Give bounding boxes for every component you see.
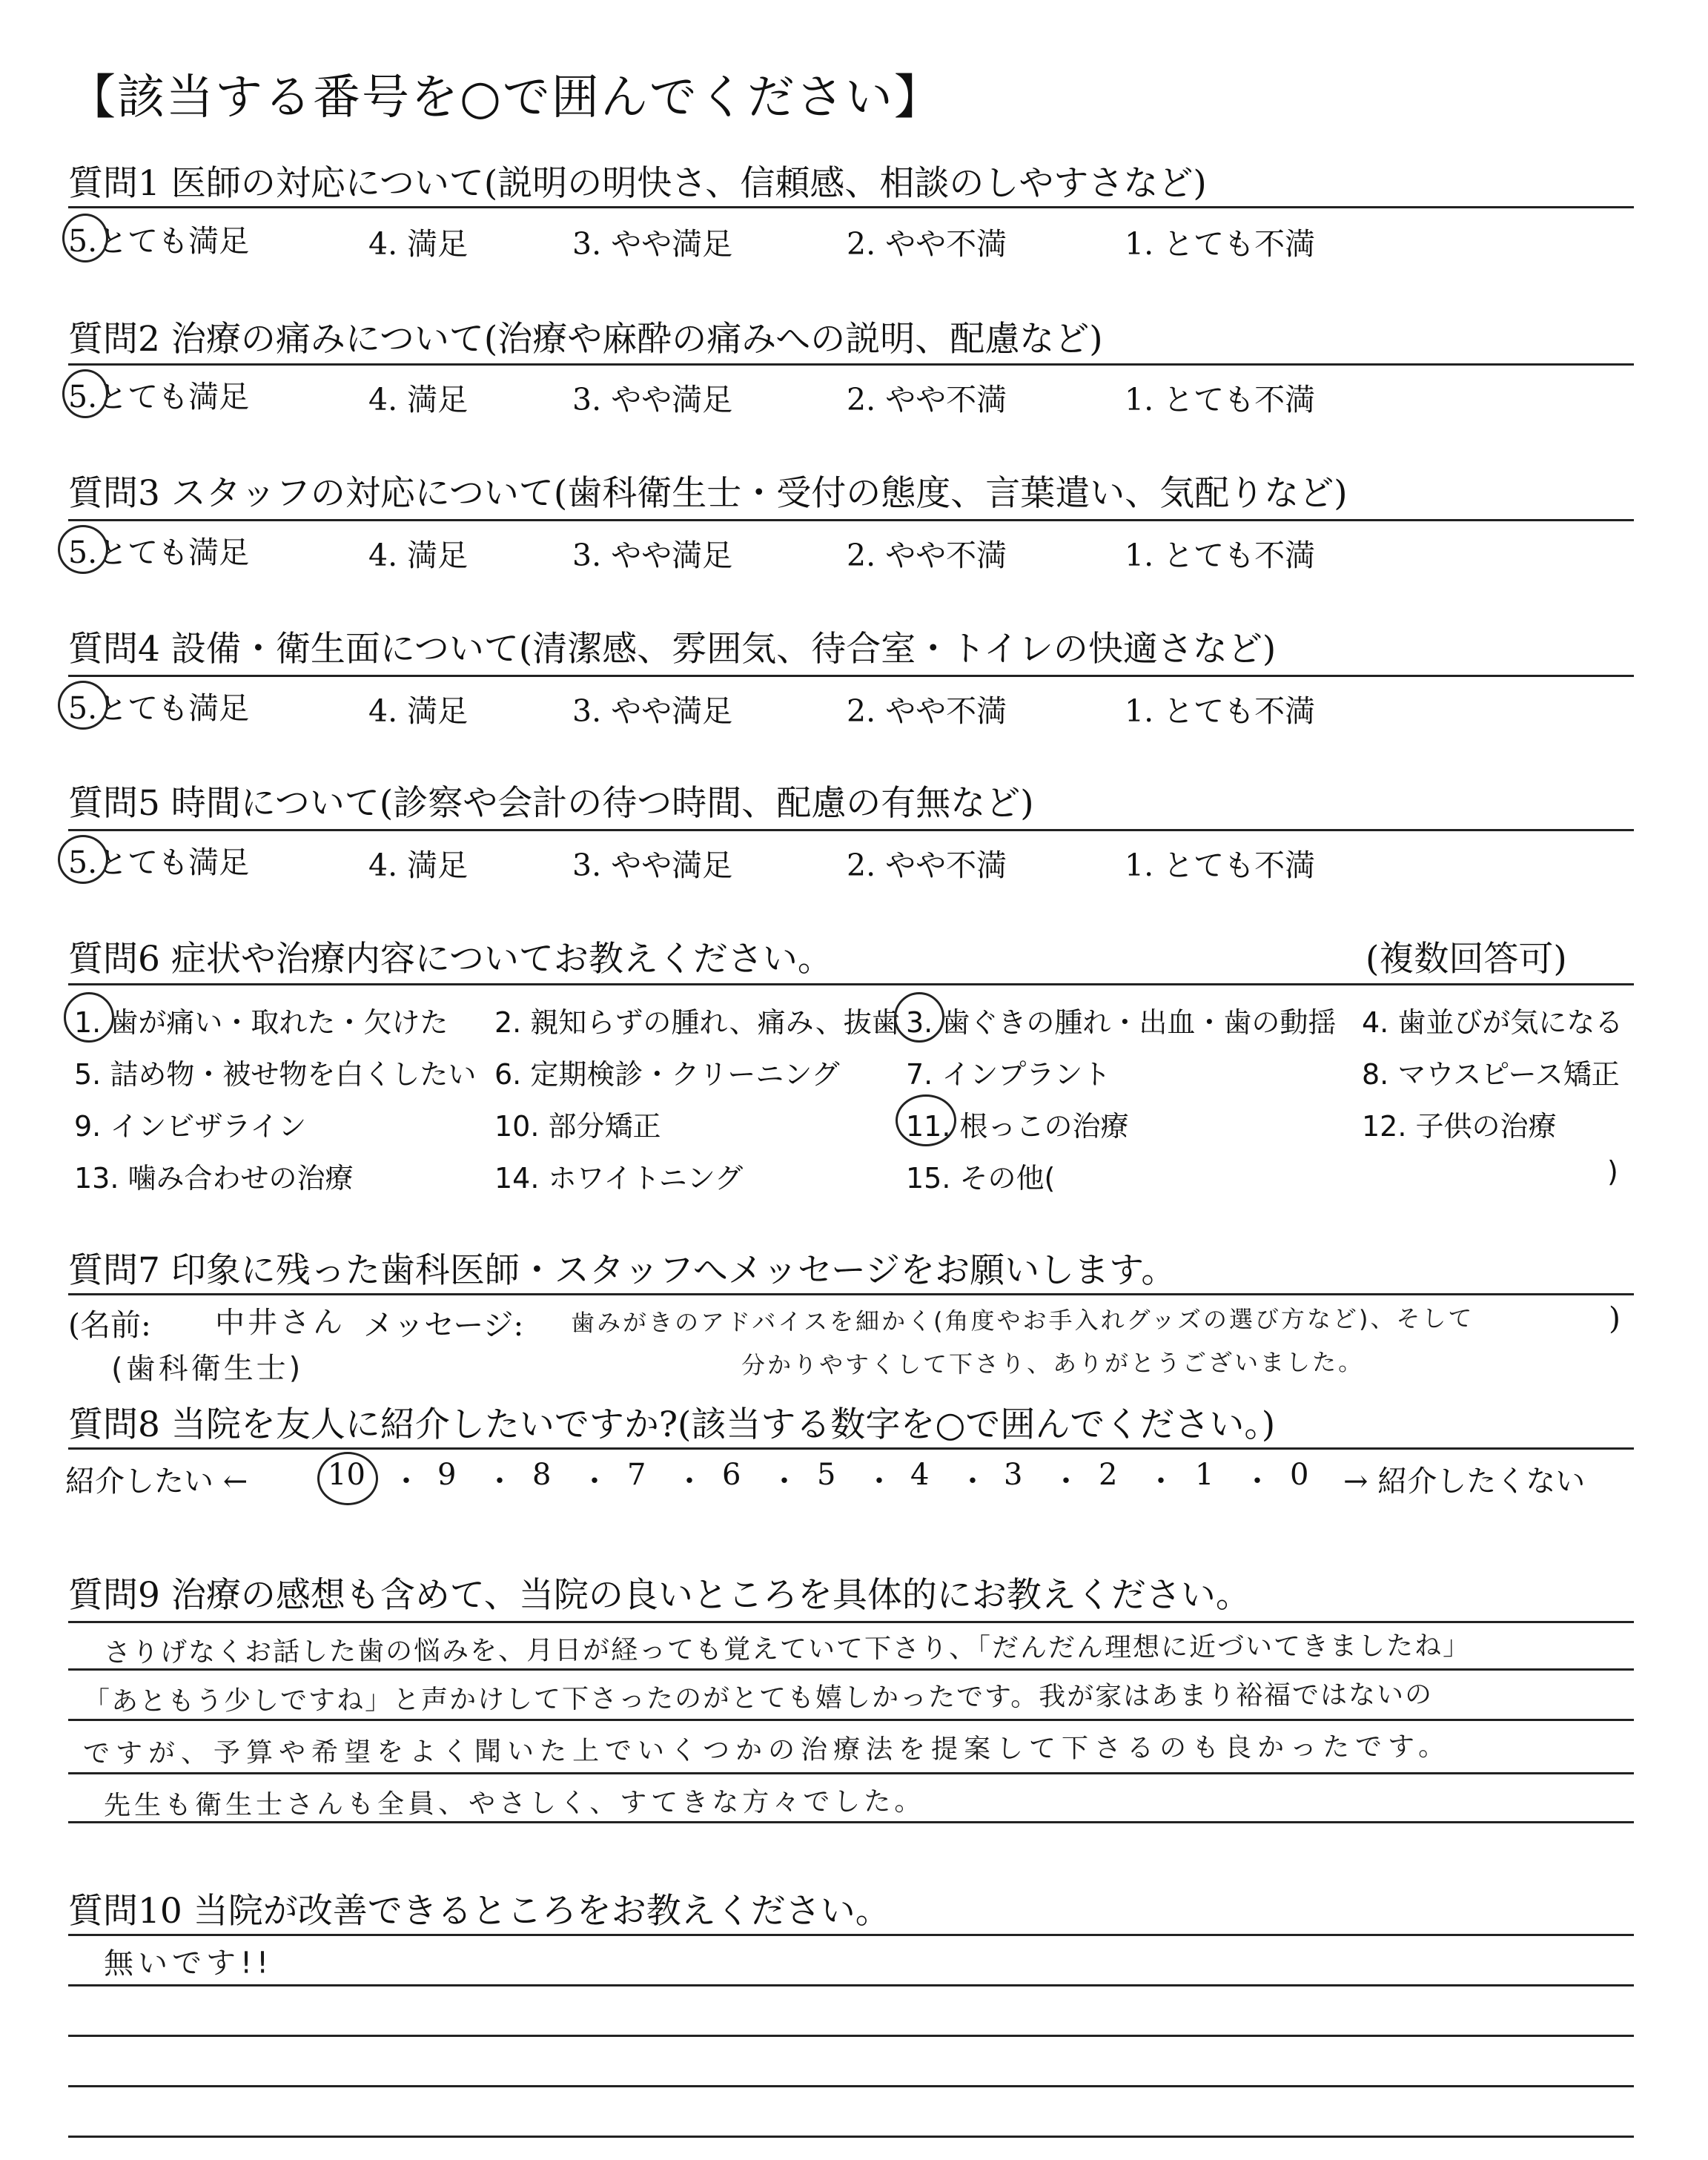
symptom-option-7[interactable]: 7. インプラント [906, 1058, 1111, 1091]
scale-dot: ・ [1051, 1464, 1081, 1499]
scale-10[interactable]: 10 [328, 1458, 365, 1492]
option-5[interactable]: 5.とても満足 [68, 690, 250, 726]
option-5[interactable]: 5.とても満足 [68, 535, 250, 570]
symptom-option-13[interactable]: 13. 噛み合わせの治療 [74, 1162, 354, 1195]
scale-3[interactable]: 3 [1004, 1458, 1023, 1492]
answer-line [68, 2085, 1634, 2087]
divider [68, 829, 1634, 831]
divider [68, 983, 1634, 985]
question-title: 質問10 当院が改善できるところをお教えください。 [68, 1891, 890, 1932]
divider [68, 206, 1634, 208]
scale-dot: ・ [485, 1464, 514, 1499]
scale-4[interactable]: 4 [910, 1458, 930, 1492]
comment-line-2: 「あともう少しですね」と声かけして下さったのがとても嬉しかったです。我が家はあまり裕福ではないの [82, 1680, 1434, 1717]
message-close-paren: ) [1609, 1301, 1621, 1336]
question-title: 質問6 症状や治療内容についてお教えください。 [68, 939, 833, 980]
message-label: メッセージ: [363, 1307, 524, 1343]
selection-circle [58, 525, 108, 574]
question-title: 質問4 設備・衛生面について(清潔感、雰囲気、待合室・トイレの快適さなど) [68, 629, 1277, 670]
option-4[interactable]: 4. 満足 [368, 848, 469, 883]
scale-dot: ・ [1242, 1464, 1272, 1499]
option-1[interactable]: 1. とても不満 [1125, 848, 1316, 883]
symptom-option-12[interactable]: 12. 子供の治療 [1362, 1110, 1557, 1143]
option-4[interactable]: 4. 満足 [368, 226, 469, 262]
scale-1[interactable]: 1 [1195, 1458, 1214, 1492]
option-1[interactable]: 1. とても不満 [1125, 693, 1316, 729]
answer-line [68, 1984, 1634, 1986]
comment-line-3: ですが、予算や希望をよく聞いた上でいくつかの治療法を提案して下さるのも良かったです。 [82, 1731, 1452, 1769]
answer-line [68, 1621, 1634, 1623]
option-4[interactable]: 4. 満足 [368, 538, 469, 573]
question-title: 質問9 治療の感想も含めて、当院の良いところを具体的にお教えください。 [68, 1575, 1251, 1616]
option-5[interactable]: 5.とても満足 [68, 223, 250, 259]
option-4[interactable]: 4. 満足 [368, 382, 469, 417]
name-label: (名前: [68, 1307, 151, 1343]
comment-line-1: さりげなくお話した歯の悩みを、月日が経っても覚えていて下さり、「だんだん理想に近づいてきましたね」 [103, 1631, 1472, 1668]
divider [68, 363, 1634, 366]
question-title: 質問2 治療の痛みについて(治療や麻酔の痛みへの説明、配慮など) [68, 319, 1103, 360]
symptom-option-14[interactable]: 14. ホワイトニング [494, 1162, 744, 1195]
divider [68, 1447, 1634, 1450]
scale-6[interactable]: 6 [722, 1458, 741, 1492]
symptom-option-3[interactable]: 3. 歯ぐきの腫れ・出血・歯の動揺 [906, 1006, 1337, 1039]
symptom-option-8[interactable]: 8. マウスピース矯正 [1362, 1058, 1620, 1091]
option-5[interactable]: 5.とても満足 [68, 379, 250, 415]
answer-line [68, 2136, 1634, 2138]
option-3[interactable]: 3. やや満足 [572, 848, 733, 883]
message-line-1: 歯みがきのアドバイスを細かく(角度やお手入れグッズの選び方など)、そして [570, 1304, 1474, 1338]
selection-circle [894, 992, 944, 1043]
scale-dot: ・ [391, 1464, 421, 1499]
divider [68, 519, 1634, 521]
scale-dot: ・ [675, 1464, 704, 1499]
option-2[interactable]: 2. やや不満 [847, 538, 1007, 573]
answer-line [68, 1719, 1634, 1721]
divider [68, 1293, 1634, 1295]
message-line-2: 分かりやすくして下さり、ありがとうございました。 [741, 1347, 1365, 1380]
option-3[interactable]: 3. やや満足 [572, 382, 733, 417]
option-3[interactable]: 3. やや満足 [572, 693, 733, 729]
scale-9[interactable]: 9 [437, 1458, 457, 1492]
scale-dot: ・ [769, 1464, 799, 1499]
scale-7[interactable]: 7 [627, 1458, 646, 1492]
scale-dot: ・ [864, 1464, 894, 1499]
question-title: 質問5 時間について(診察や会計の待つ時間、配慮の有無など) [68, 783, 1034, 824]
selection-circle [317, 1452, 378, 1505]
symptom-option-5[interactable]: 5. 詰め物・被せ物を白くしたい [74, 1058, 477, 1091]
answer-line [68, 1934, 1634, 1936]
selection-circle [58, 835, 108, 884]
symptom-option-4[interactable]: 4. 歯並びが気になる [1362, 1006, 1623, 1039]
recommend-right-label: → 紹介したくない [1343, 1464, 1586, 1499]
option-2[interactable]: 2. やや不満 [847, 848, 1007, 883]
option-3[interactable]: 3. やや満足 [572, 538, 733, 573]
option-3[interactable]: 3. やや満足 [572, 226, 733, 262]
recommend-left-label: 紹介したい ← [65, 1464, 248, 1499]
selection-circle [896, 1094, 956, 1146]
symptom-option-11[interactable]: 11. 根っこの治療 [906, 1110, 1129, 1143]
symptom-option-6[interactable]: 6. 定期検診・クリーニング [494, 1058, 840, 1091]
symptom-option-1[interactable]: 1. 歯が痛い・取れた・欠けた [74, 1006, 448, 1039]
multiple-answer-note: (複数回答可) [1366, 939, 1567, 980]
staff-name: 中井さん [214, 1305, 346, 1341]
staff-role: (歯科衛生士) [110, 1351, 304, 1387]
selection-circle [62, 369, 108, 418]
question-title: 質問1 医師の対応について(説明の明快さ、信頼感、相談のしやすさなど) [68, 163, 1207, 204]
answer-line [68, 2035, 1634, 2037]
scale-5[interactable]: 5 [817, 1458, 836, 1492]
symptom-option-15[interactable]: 15. その他( [906, 1162, 1056, 1195]
scale-dot: ・ [580, 1464, 609, 1499]
scale-0[interactable]: 0 [1290, 1458, 1309, 1492]
scale-dot: ・ [1146, 1464, 1176, 1499]
selection-circle [58, 681, 108, 730]
improvement-answer: 無いです!! [103, 1946, 274, 1981]
question-title: 質問3 スタッフの対応について(歯科衛生士・受付の態度、言葉遣い、気配りなど) [68, 473, 1348, 514]
symptom-option-2[interactable]: 2. 親知らずの腫れ、痛み、抜歯 [494, 1006, 900, 1039]
divider [68, 675, 1634, 677]
selection-circle [64, 992, 114, 1043]
option-2[interactable]: 2. やや不満 [847, 693, 1007, 729]
scale-dot: ・ [958, 1464, 987, 1499]
scale-2[interactable]: 2 [1099, 1458, 1118, 1492]
selection-circle [62, 214, 108, 262]
option-1[interactable]: 1. とても不満 [1125, 538, 1316, 573]
form-title: 【該当する番号を○で囲んでください】 [68, 70, 943, 125]
symptom-option-9[interactable]: 9. インビザライン [74, 1110, 307, 1143]
question-title: 質問7 印象に残った歯科医師・スタッフへメッセージをお願いします。 [68, 1250, 1176, 1291]
comment-line-4: 先生も衛生士さんも全員、やさしく、すてきな方々でした。 [103, 1786, 925, 1821]
option-1[interactable]: 1. とても不満 [1125, 226, 1316, 262]
option-1[interactable]: 1. とても不満 [1125, 382, 1316, 417]
symptom-option-10[interactable]: 10. 部分矯正 [494, 1110, 661, 1143]
scale-8[interactable]: 8 [532, 1458, 552, 1492]
option-2[interactable]: 2. やや不満 [847, 226, 1007, 262]
answer-line [68, 1668, 1634, 1671]
other-close-paren: ) [1607, 1155, 1618, 1188]
option-4[interactable]: 4. 満足 [368, 693, 469, 729]
answer-line [68, 1772, 1634, 1774]
question-title: 質問8 当院を友人に紹介したいですか?(該当する数字を○で囲んでください。) [68, 1404, 1276, 1445]
option-5[interactable]: 5.とても満足 [68, 845, 250, 880]
option-2[interactable]: 2. やや不満 [847, 382, 1007, 417]
